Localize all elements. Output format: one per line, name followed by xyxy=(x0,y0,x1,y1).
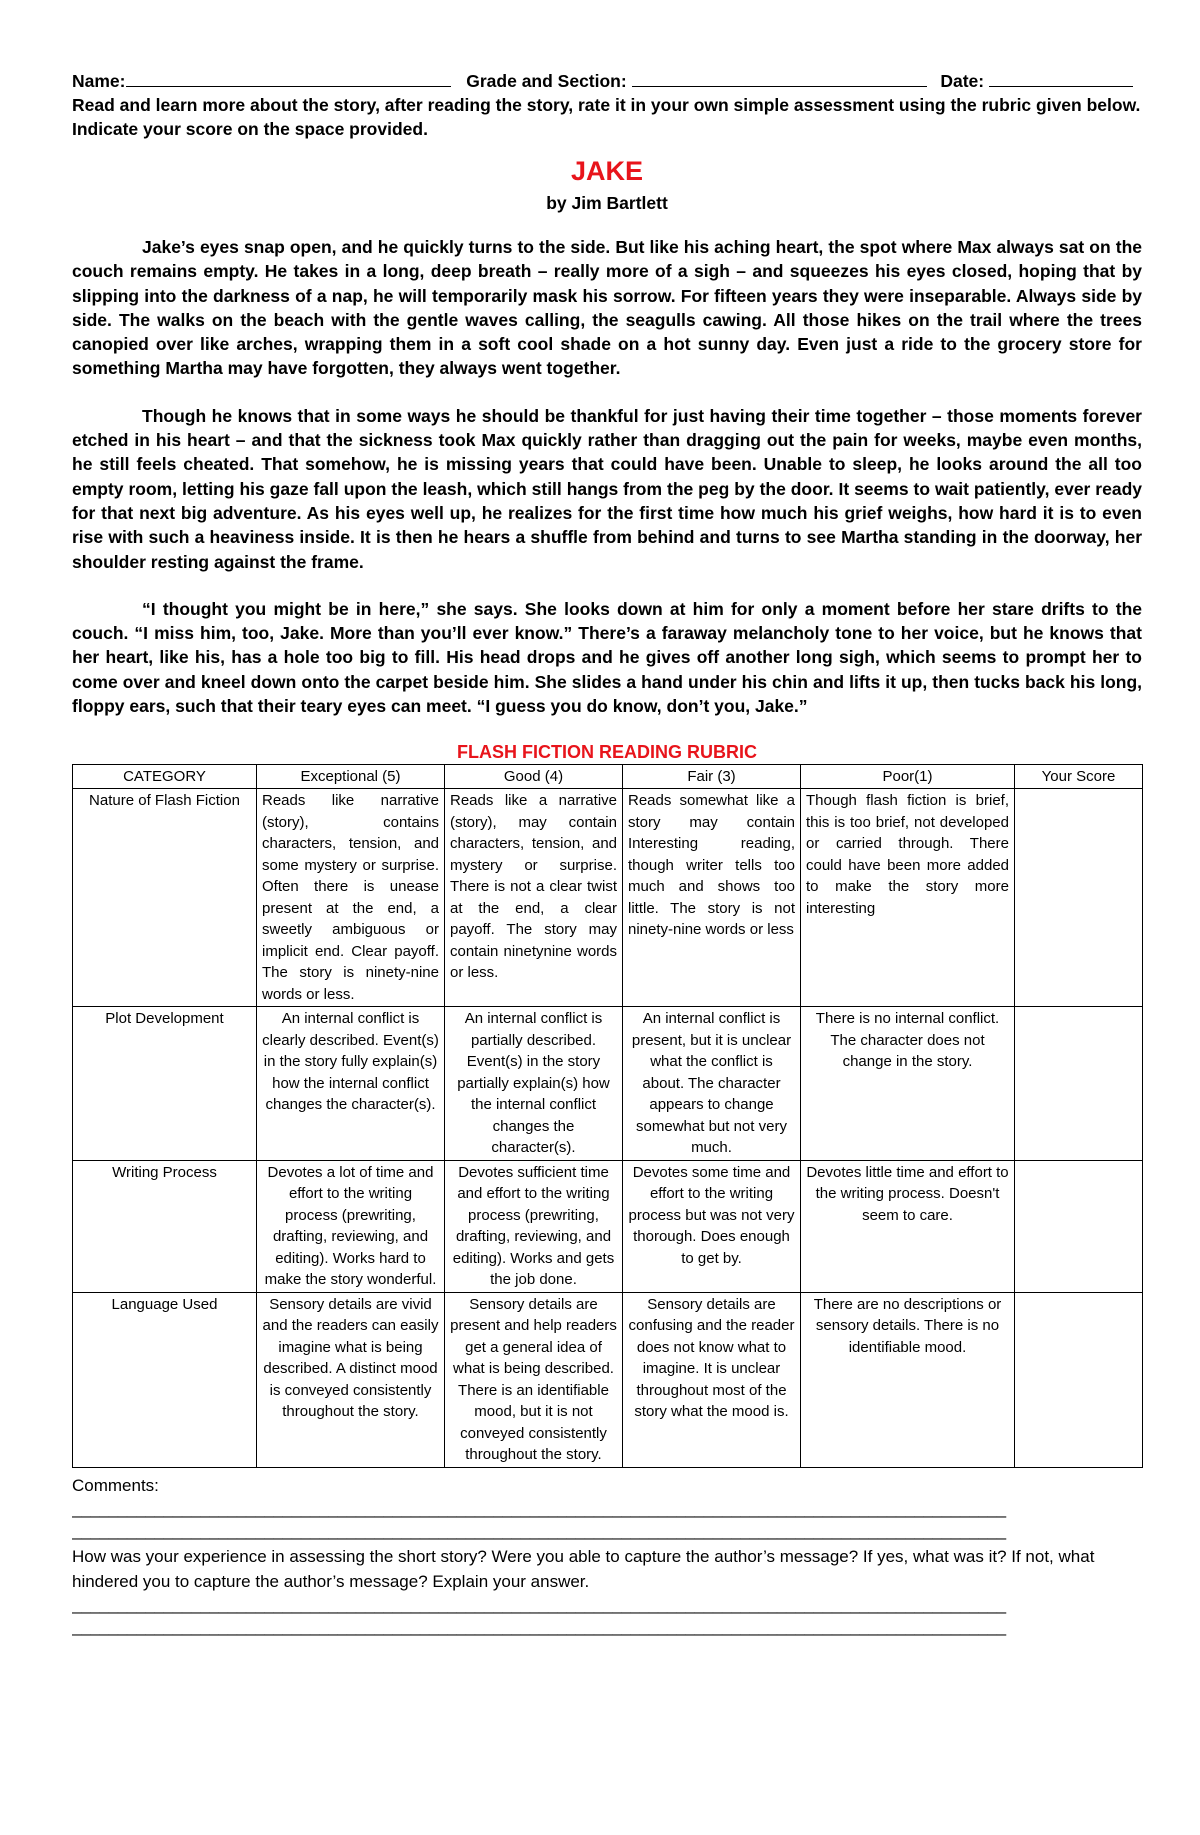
score-field[interactable] xyxy=(1015,1007,1143,1161)
rubric-cell: An internal conflict is present, but it is unclear what the conflict is about. The character appears to change somewhat but not very much. xyxy=(623,1007,801,1161)
category-cell: Writing Process xyxy=(73,1160,257,1292)
score-field[interactable] xyxy=(1015,1160,1143,1292)
header-category: CATEGORY xyxy=(73,765,257,789)
worksheet-page xyxy=(72,70,1142,1638)
answer-line[interactable]: ______________________________________________________________________________________________________ xyxy=(72,1616,1006,1636)
rubric-cell: Reads like a narrative (story), may contain characters, tension, and mystery or surprise. There is not a clear twist at the end, a clear payoff. The story may contain ninetynine words or less. xyxy=(445,789,623,1007)
instructions: Read and learn more about the story, after reading the story, rate it in your own simple assessment using the rubric given below. Indicate your score on the space provided. xyxy=(72,95,1141,139)
comments-line[interactable]: ______________________________________________________________________________________________________ xyxy=(72,1520,1006,1540)
table-row xyxy=(73,789,1143,1007)
rubric-cell: There is no internal conflict. The character does not change in the story. xyxy=(801,1007,1015,1161)
rubric-header-row xyxy=(73,765,1143,789)
rubric-cell: Sensory details are confusing and the reader does not know what to imagine. It is unclear throughout most of the story what the mood is. xyxy=(623,1292,801,1467)
story-byline: by Jim Bartlett xyxy=(546,193,668,213)
rubric-table xyxy=(72,764,1143,1468)
comments-line[interactable]: ______________________________________________________________________________________________________ xyxy=(72,1498,1006,1518)
rubric-cell: There are no descriptions or sensory details. There is no identifiable mood. xyxy=(801,1292,1015,1467)
score-field[interactable] xyxy=(1015,1292,1143,1467)
rubric-cell: Though flash fiction is brief, this is too brief, not developed or carried through. There could have been more added to make the story more interesting xyxy=(801,789,1015,1007)
rubric-cell: Sensory details are present and help readers get a general idea of what is being described. There is an identifiable mood, but it is not conveyed consistently throughout the story. xyxy=(445,1292,623,1467)
header-fields xyxy=(72,70,1142,93)
grade-section-field[interactable] xyxy=(632,71,927,87)
header-poor: Poor(1) xyxy=(801,765,1015,789)
header-exceptional: Exceptional (5) xyxy=(257,765,445,789)
rubric-cell: An internal conflict is partially described. Event(s) in the story partially explain(s) how the internal conflict changes the character(s). xyxy=(445,1007,623,1161)
rubric-cell: Reads like narrative (story), contains characters, tension, and some mystery or surprise. Often there is unease present at the end, a sweetly ambiguous or implicit end. Clear payoff. The story is ninety-nine words or less. xyxy=(257,789,445,1007)
story-paragraph: “I thought you might be in here,” she says. She looks down at him for only a moment before her stare drifts to the couch. “I miss him, too, Jake. More than you’ll ever know.” There’s a faraway melancholy tone to her voice, but he knows that her heart, like his, has a hole too big to fill. His head drops and he gives off another long sigh, which seems to prompt her to come over and kneel down onto the carpet beside him. She slides a hand under his chin and lifts it up, then tucks back his long, floppy ears, such that their teary eyes can meet. “I guess you do know, don’t you, Jake.” xyxy=(72,598,1142,717)
category-cell: Language Used xyxy=(73,1292,257,1467)
comments-label: Comments: xyxy=(72,1475,159,1495)
category-cell: Nature of Flash Fiction xyxy=(73,789,257,1007)
table-row xyxy=(73,1160,1143,1292)
table-row xyxy=(73,1292,1143,1467)
header-your-score: Your Score xyxy=(1015,765,1143,789)
header-fair: Fair (3) xyxy=(623,765,801,789)
rubric-cell: Reads somewhat like a story may contain Interesting reading, though writer tells too much and shows too little. The story is not ninety-nine words or less xyxy=(623,789,801,1007)
story-paragraph: Jake’s eyes snap open, and he quickly turns to the side. But like his aching heart, the spot where Max always sat on the couch remains empty. He takes in a long, deep breath – really more of a sigh – and squeezes his eyes closed, hoping that by slipping into the darkness of a nap, he will temporarily mask his sorrow. For fifteen years they were inseparable. Always side by side. The walks on the beach with the gentle waves calling, the seagulls cawing. All those hikes on the trail where the trees canopied over like arches, wrapping them in a soft cool shade on a hot sunny day. Even just a ride to the grocery store for something Martha may have forgotten, they always went together. xyxy=(72,237,1142,379)
header-good: Good (4) xyxy=(445,765,623,789)
name-label: Name: xyxy=(72,71,126,91)
score-field[interactable] xyxy=(1015,789,1143,1007)
table-row xyxy=(73,1007,1143,1161)
rubric-cell: Sensory details are vivid and the readers can easily imagine what is being described. A distinct mood is conveyed consistently throughout the story. xyxy=(257,1292,445,1467)
rubric-cell: Devotes some time and effort to the writing process but was not very thorough. Does enough to get by. xyxy=(623,1160,801,1292)
rubric-cell: An internal conflict is clearly described. Event(s) in the story fully explain(s) how the internal conflict changes the character(s). xyxy=(257,1007,445,1161)
rubric-title: FLASH FICTION READING RUBRIC xyxy=(457,742,757,763)
date-field[interactable] xyxy=(989,71,1133,87)
category-cell: Plot Development xyxy=(73,1007,257,1161)
date-label: Date: xyxy=(940,71,985,91)
answer-line[interactable]: ______________________________________________________________________________________________________ xyxy=(72,1594,1006,1614)
name-field[interactable] xyxy=(126,71,451,87)
story-title: JAKE xyxy=(570,156,644,186)
rubric-cell: Devotes little time and effort to the writing process. Doesn't seem to care. xyxy=(801,1160,1015,1292)
grade-section-label: Grade and Section: xyxy=(466,71,627,91)
story-body xyxy=(72,235,1142,718)
reflection-question: How was your experience in assessing the short story? Were you able to capture the author’s message? If yes, what was it? If not, what hindered you to capture the author’s message? Explain your answer. xyxy=(72,1546,1095,1591)
rubric-cell: Devotes a lot of time and effort to the writing process (prewriting, drafting, reviewing, and editing). Works hard to make the story wonderful. xyxy=(257,1160,445,1292)
rubric-cell: Devotes sufficient time and effort to the writing process (prewriting, drafting, reviewing, and editing). Works and gets the job done. xyxy=(445,1160,623,1292)
story-paragraph: Though he knows that in some ways he should be thankful for just having their time together – those moments forever etched in his heart – and that the sickness took Max quickly rather than dragging out the pain for weeks, maybe even months, he still feels cheated. That somehow, he is missing years that could have been. Unable to sleep, he looks around the all too empty room, letting his gaze fall upon the leash, which still hangs from the peg by the door. It seems to wait patiently, ever ready for that next big adventure. As his eyes well up, he realizes for the first time how much his grief weighs, how hard it is to even rise with such a heaviness inside. It is then he hears a shuffle from behind and turns to see Martha standing in the doorway, her shoulder resting against the frame. xyxy=(72,405,1142,572)
